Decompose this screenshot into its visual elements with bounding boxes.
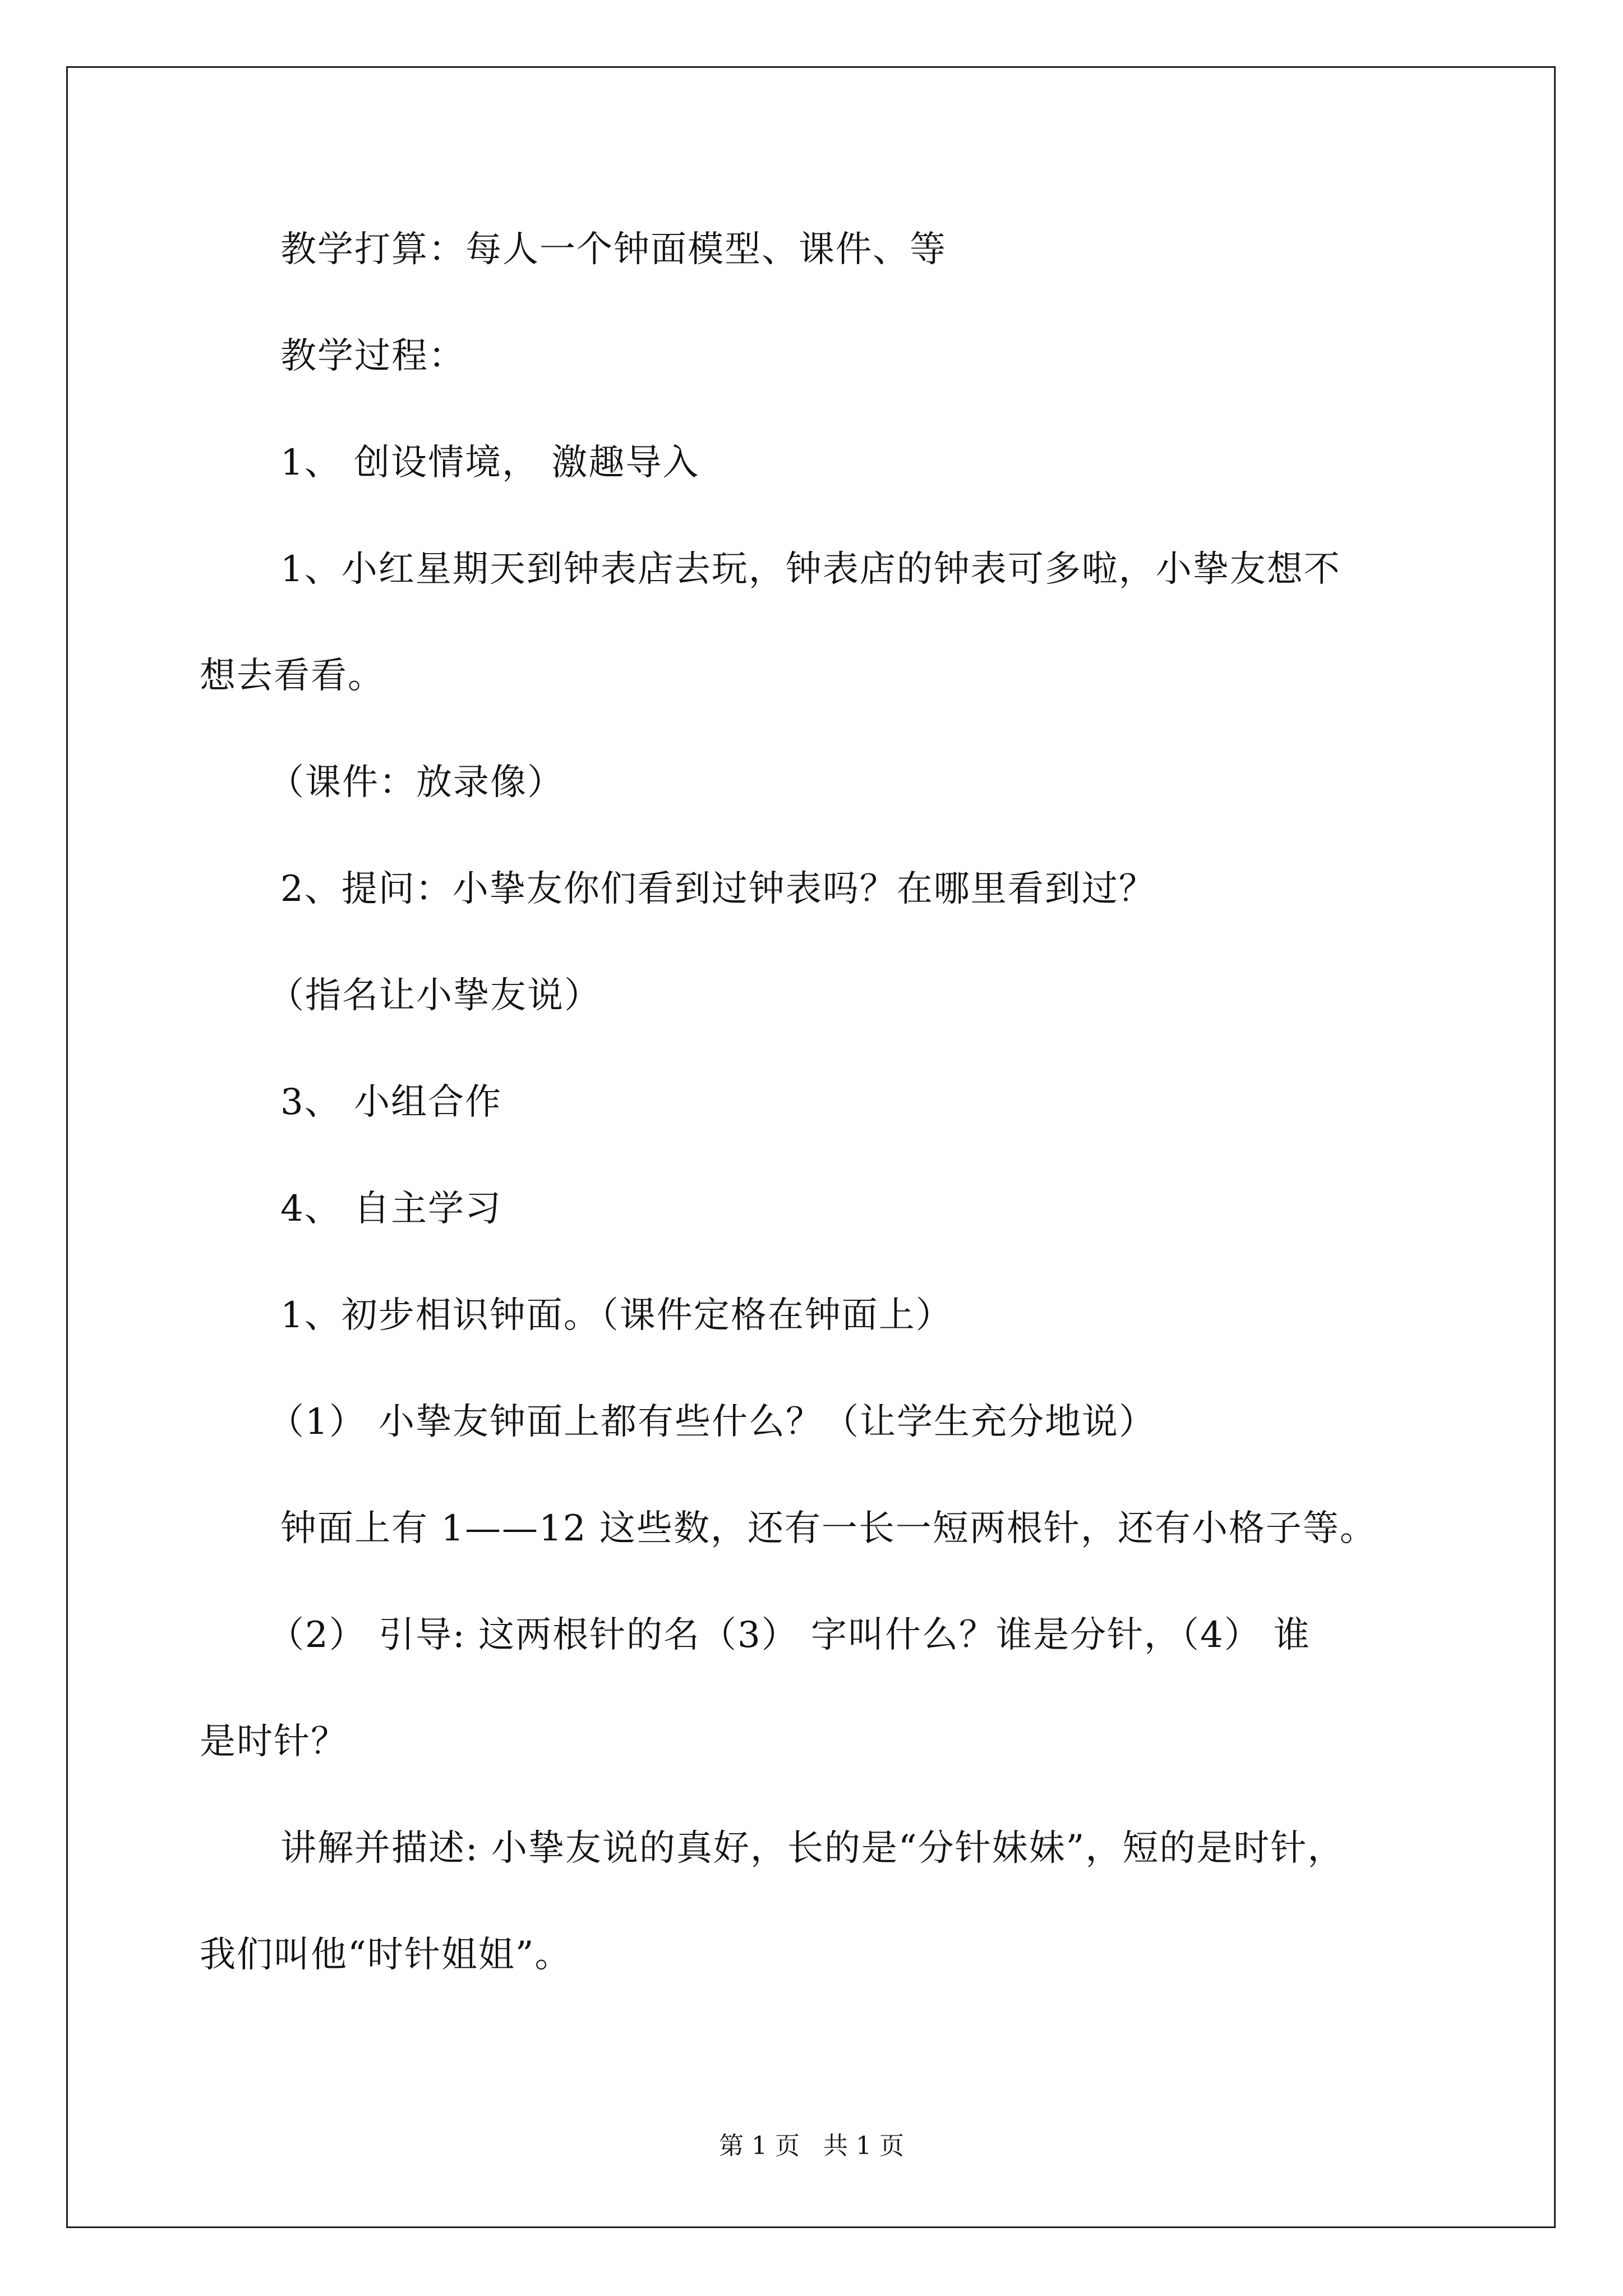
text-line-teaching-process: 教学过程： [280,335,465,377]
text-line-paragraph-1b: 想去看看。 [200,655,385,697]
text-line-section-1: 1、 创设情境， 激趣导入 [280,442,700,484]
text-line-clock-face-answer: 钟面上有 1——12 这些数，还有一长一短两根针，还有小格子等。 [280,1508,1377,1549]
text-line-paragraph-1a: 1、小红星期天到钟表店去玩，钟表店的钟表可多啦，小挚友想不 [280,549,1341,590]
text-line-item-2b: 是时针？ [200,1721,348,1763]
text-line-item-2a: （2） 引导: 这两根针的名（3） 字叫什么？谁是分针，（4） 谁 [268,1614,1311,1656]
page-footer: 第 1 页 共 1 页 [719,2132,904,2160]
text-line-explanation-a: 讲解并描述: 小挚友说的真好，长的是“分针妹妹”，短的是时针， [280,1828,1345,1869]
text-line-section-3: 3、 小组合作 [280,1082,502,1123]
text-line-question-2: 2、提问：小挚友你们看到过钟表吗？在哪里看到过？ [280,868,1156,910]
text-line-named-note: （指名让小挚友说） [268,975,601,1016]
text-line-teaching-preparation: 教学打算：每人一个钟面模型、课件、等 [280,229,947,270]
text-line-clock-face-intro: 1、初步相识钟面。（课件定格在钟面上） [280,1295,953,1336]
text-line-courseware-note: （课件：放录像） [268,762,564,803]
page-border [66,66,1556,2228]
text-line-explanation-b: 我们叫他“时针姐姐”。 [200,1934,572,1976]
text-line-item-1: （1） 小挚友钟面上都有些什么？（让学生充分地说） [268,1401,1156,1443]
text-line-section-4: 4、 自主学习 [280,1188,502,1230]
